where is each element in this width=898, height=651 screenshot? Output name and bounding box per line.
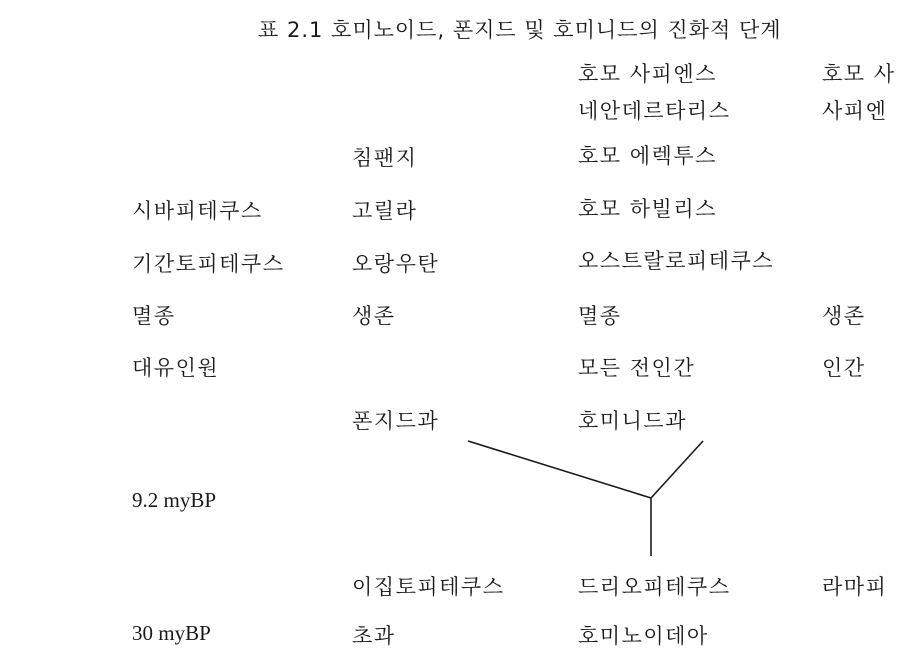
label-hominoidea: 호미노이데아	[578, 624, 709, 648]
label-neanderthalis: 네안데르타리스	[578, 99, 731, 123]
label-humans: 인간	[822, 356, 866, 380]
label-all-prehumans: 모든 전인간	[578, 356, 696, 380]
label-pongidae: 폰지드과	[352, 409, 440, 433]
table-title: 표 2.1 호미노이드, 폰지드 및 호미니드의 진화적 단계	[258, 18, 782, 42]
label-sivapithecus: 시바피테쿠스	[132, 199, 263, 223]
label-extinct-left: 멸종	[132, 304, 176, 328]
label-extinct-right: 멸종	[578, 304, 622, 328]
label-australopithecus: 오스트랄로피테쿠스	[578, 249, 775, 273]
label-sapiens-truncated: 사피엔	[822, 99, 888, 123]
time-label-9-2-mybp: 9.2 myBP	[132, 488, 217, 512]
label-dryopithecus: 드리오피테쿠스	[578, 575, 731, 599]
label-chimpanzee: 침팬지	[352, 146, 418, 170]
label-gorilla: 고릴라	[352, 199, 418, 223]
branch-right-line	[651, 441, 703, 498]
time-label-30-mybp: 30 myBP	[132, 621, 211, 645]
label-extant-left: 생존	[352, 304, 396, 328]
label-superfamily: 초과	[352, 624, 396, 648]
label-great-apes: 대유인원	[132, 356, 220, 380]
label-extant-right: 생존	[822, 304, 866, 328]
label-homo-sapiens: 호모 사피엔스	[578, 62, 717, 86]
label-orangutan: 오랑우탄	[352, 252, 440, 276]
label-hominidae: 호미니드과	[578, 409, 687, 433]
branch-left-line	[468, 441, 651, 498]
label-homo-erectus: 호모 에렉투스	[578, 144, 717, 168]
label-homo-sapiens-truncated: 호모 사	[822, 62, 896, 86]
label-aegyptopithecus: 이집토피테쿠스	[352, 575, 505, 599]
label-gigantopithecus: 기간토피테쿠스	[132, 252, 285, 276]
label-homo-habilis: 호모 하빌리스	[578, 197, 717, 221]
label-ramapithecus-truncated: 라마피	[822, 575, 888, 599]
